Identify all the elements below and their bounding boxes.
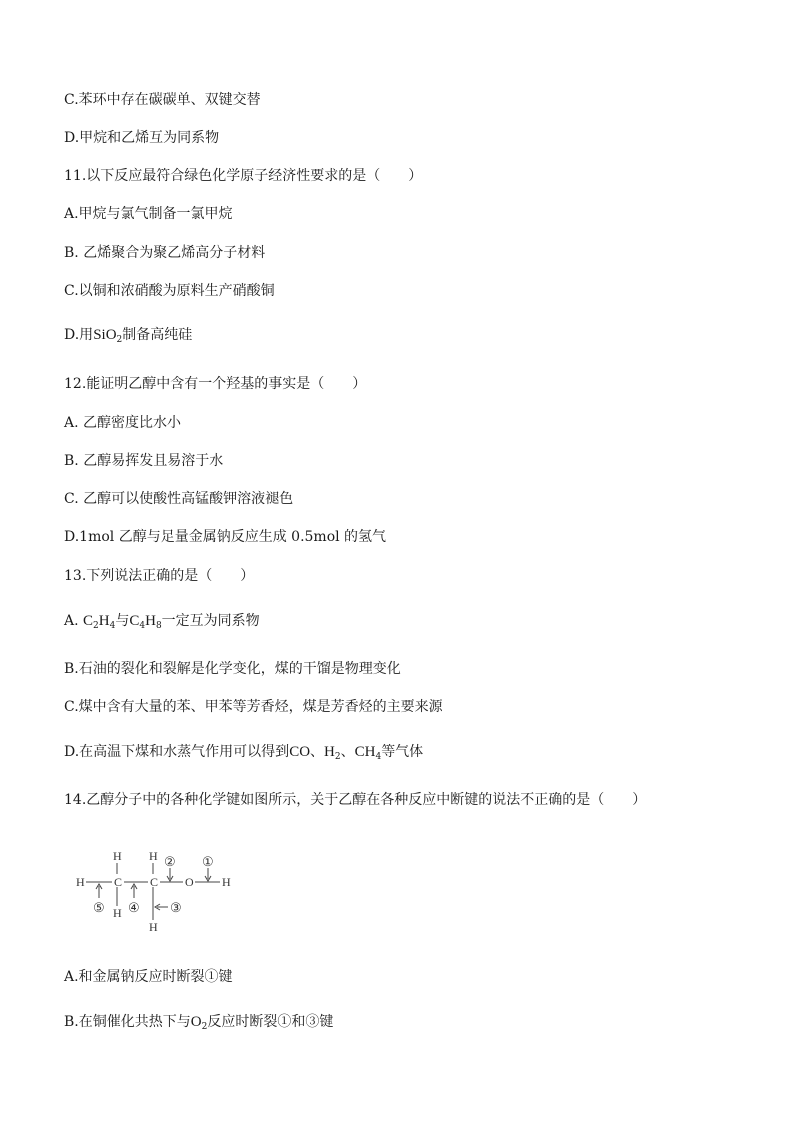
option-10c: C.苯环中存在碳碳单、双键交替: [64, 92, 261, 108]
atom-h-c2-top: H: [149, 849, 158, 863]
bond-label-4: ④: [128, 900, 140, 915]
option-11c: C.以铜和浓硝酸为原料生产硝酸铜: [64, 283, 275, 299]
atom-h-c1-top: H: [113, 849, 122, 863]
question-12: 12.能证明乙醇中含有一个羟基的事实是（ ）: [64, 376, 367, 392]
question-11: 11.以下反应最符合绿色化学原子经济性要求的是（ ）: [64, 168, 423, 184]
question-14: 14.乙醇分子中的各种化学键如图所示，关于乙醇在各种反应中断键的说法不正确的是（ ）: [64, 792, 647, 808]
option-13d: D.在高温下煤和水蒸气作用可以得到CO、$H_2$、$CH_4$等气体: [64, 744, 424, 762]
option-12c: C. 乙醇可以使酸性高锰酸钾溶液褪色: [64, 491, 294, 507]
atom-h-c2-bottom: H: [149, 920, 158, 934]
atom-o: O: [185, 875, 194, 889]
option-14b: B.在铜催化共热下与$O_2$反应时断裂①和③键: [64, 1014, 334, 1032]
atom-h-left: H: [76, 875, 85, 889]
bond-label-5: ⑤: [93, 900, 105, 915]
bond-label-3: ③: [170, 900, 182, 915]
bond-label-2: ②: [164, 854, 176, 869]
option-12d: D.1mol 乙醇与足量金属钠反应生成 0.5mol 的氢气: [64, 529, 387, 545]
atom-h-right: H: [222, 875, 231, 889]
option-13a: A. $C_2H_4$与$C_4H_8$一定互为同系物: [64, 613, 260, 631]
ethanol-structure-diagram: [70, 846, 250, 938]
option-11d: D.用SiO$_2$制备高纯硅: [64, 327, 193, 345]
option-11b: B. 乙烯聚合为聚乙烯高分子材料: [64, 245, 266, 261]
atom-c1: C: [114, 875, 123, 889]
option-12b: B. 乙醇易挥发且易溶于水: [64, 453, 224, 469]
atom-c2: C: [150, 875, 159, 889]
option-11a: A.甲烷与氯气制备一氯甲烷: [64, 206, 233, 222]
option-13b: B.石油的裂化和裂解是化学变化，煤的干馏是物理变化: [64, 661, 401, 677]
option-13c: C.煤中含有大量的苯、甲苯等芳香烃，煤是芳香烃的主要来源: [64, 699, 443, 715]
bond-label-1: ①: [202, 854, 214, 869]
question-13: 13.下列说法正确的是（ ）: [64, 568, 255, 584]
option-12a: A. 乙醇密度比水小: [64, 415, 182, 431]
option-10d: D.甲烷和乙烯互为同系物: [64, 130, 220, 146]
atom-h-c1-bottom: H: [113, 906, 122, 920]
option-14a: A.和金属钠反应时断裂①键: [64, 969, 233, 985]
